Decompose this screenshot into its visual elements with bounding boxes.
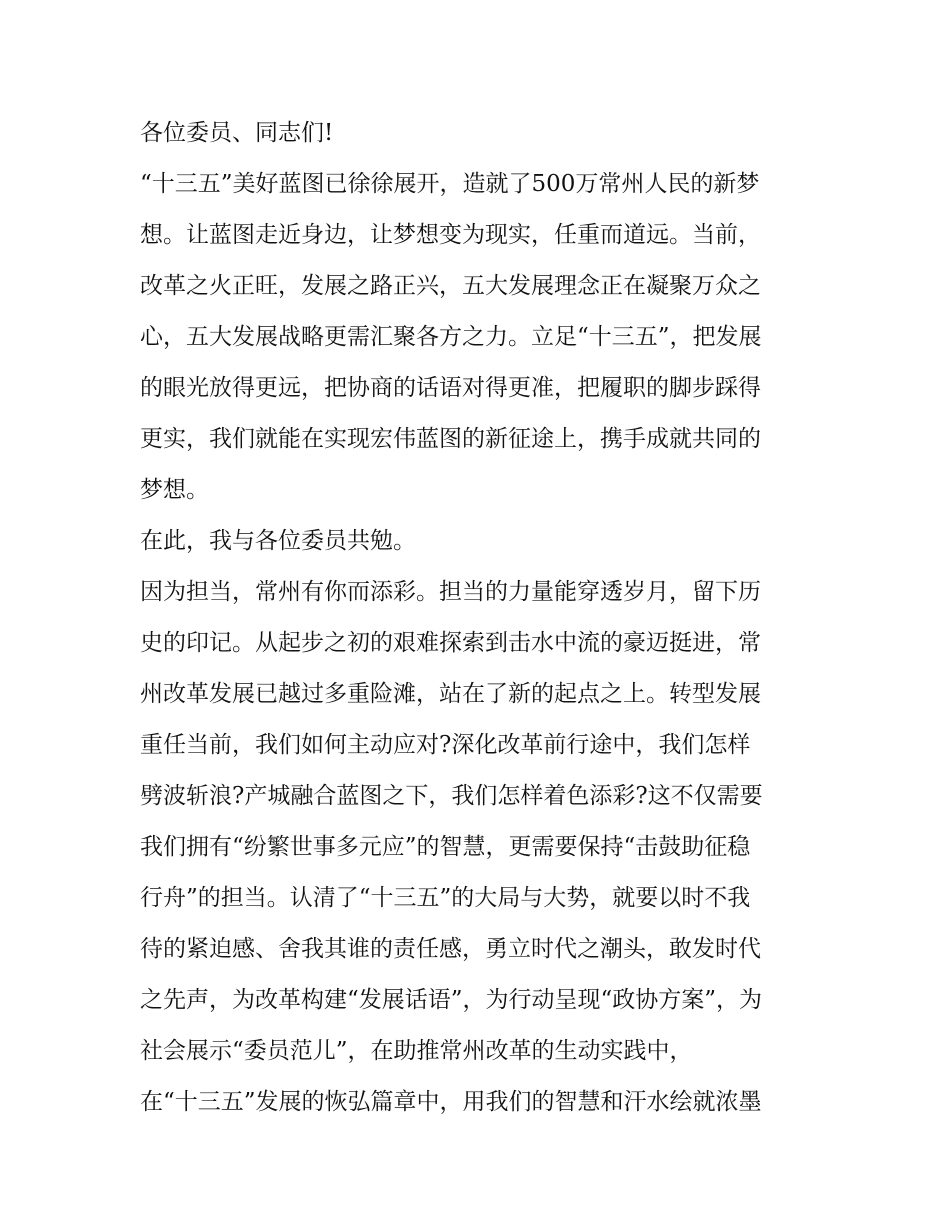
text-line: 因为担当，常州有你而添彩。担当的力量能穿透岁月，留下历	[140, 579, 761, 605]
text-line: 之先声，为改革构建“发展话语”，为行动呈现“政协方案”，为	[140, 987, 763, 1013]
text-line: 想。让蓝图走近身边，让梦想变为现实，任重而道远。当前，	[140, 222, 761, 248]
text-line: 更实，我们就能在实现宏伟蓝图的新征途上，携手成就共同的	[140, 426, 761, 452]
text-line: 改革之火正旺，发展之路正兴，五大发展理念正在凝聚万众之	[140, 273, 761, 299]
text-line: 我们拥有“纷繁世事多元应”的智慧，更需要保持“击鼓助征稳	[140, 834, 751, 860]
text-line: 待的紧迫感、舍我其谁的责任感，勇立时代之潮头，敢发时代	[140, 936, 761, 962]
text-line: “十三五”美好蓝图已徐徐展开，造就了500万常州人民的新梦	[140, 171, 760, 197]
text-line: 重任当前，我们如何主动应对?深化改革前行途中，我们怎样	[140, 732, 751, 758]
text-line: 梦想。	[140, 477, 209, 503]
text-line: 劈波斩浪?产城融合蓝图之下，我们怎样着色添彩?这不仅需要	[140, 783, 763, 809]
text-line: 在“十三五”发展的恢弘篇章中，用我们的智慧和汗水绘就浓墨	[140, 1089, 762, 1115]
text-line: 各位委员、同志们!	[140, 120, 334, 146]
text-line: 史的印记。从起步之初的艰难探索到击水中流的豪迈挺进，常	[140, 630, 761, 656]
text-line: 社会展示“委员范儿”，在助推常州改革的生动实践中，	[140, 1038, 693, 1064]
text-line: 州改革发展已越过多重险滩，站在了新的起点之上。转型发展	[140, 681, 761, 707]
body-text	[140, 108, 820, 1128]
text-line: 的眼光放得更远，把协商的话语对得更准，把履职的脚步踩得	[140, 375, 761, 401]
text-line: 行舟”的担当。认清了“十三五”的大局与大势，就要以时不我	[140, 885, 751, 911]
text-line: 心，五大发展战略更需汇聚各方之力。立足“十三五”，把发展	[140, 324, 762, 350]
text-line: 在此，我与各位委员共勉。	[140, 528, 416, 554]
